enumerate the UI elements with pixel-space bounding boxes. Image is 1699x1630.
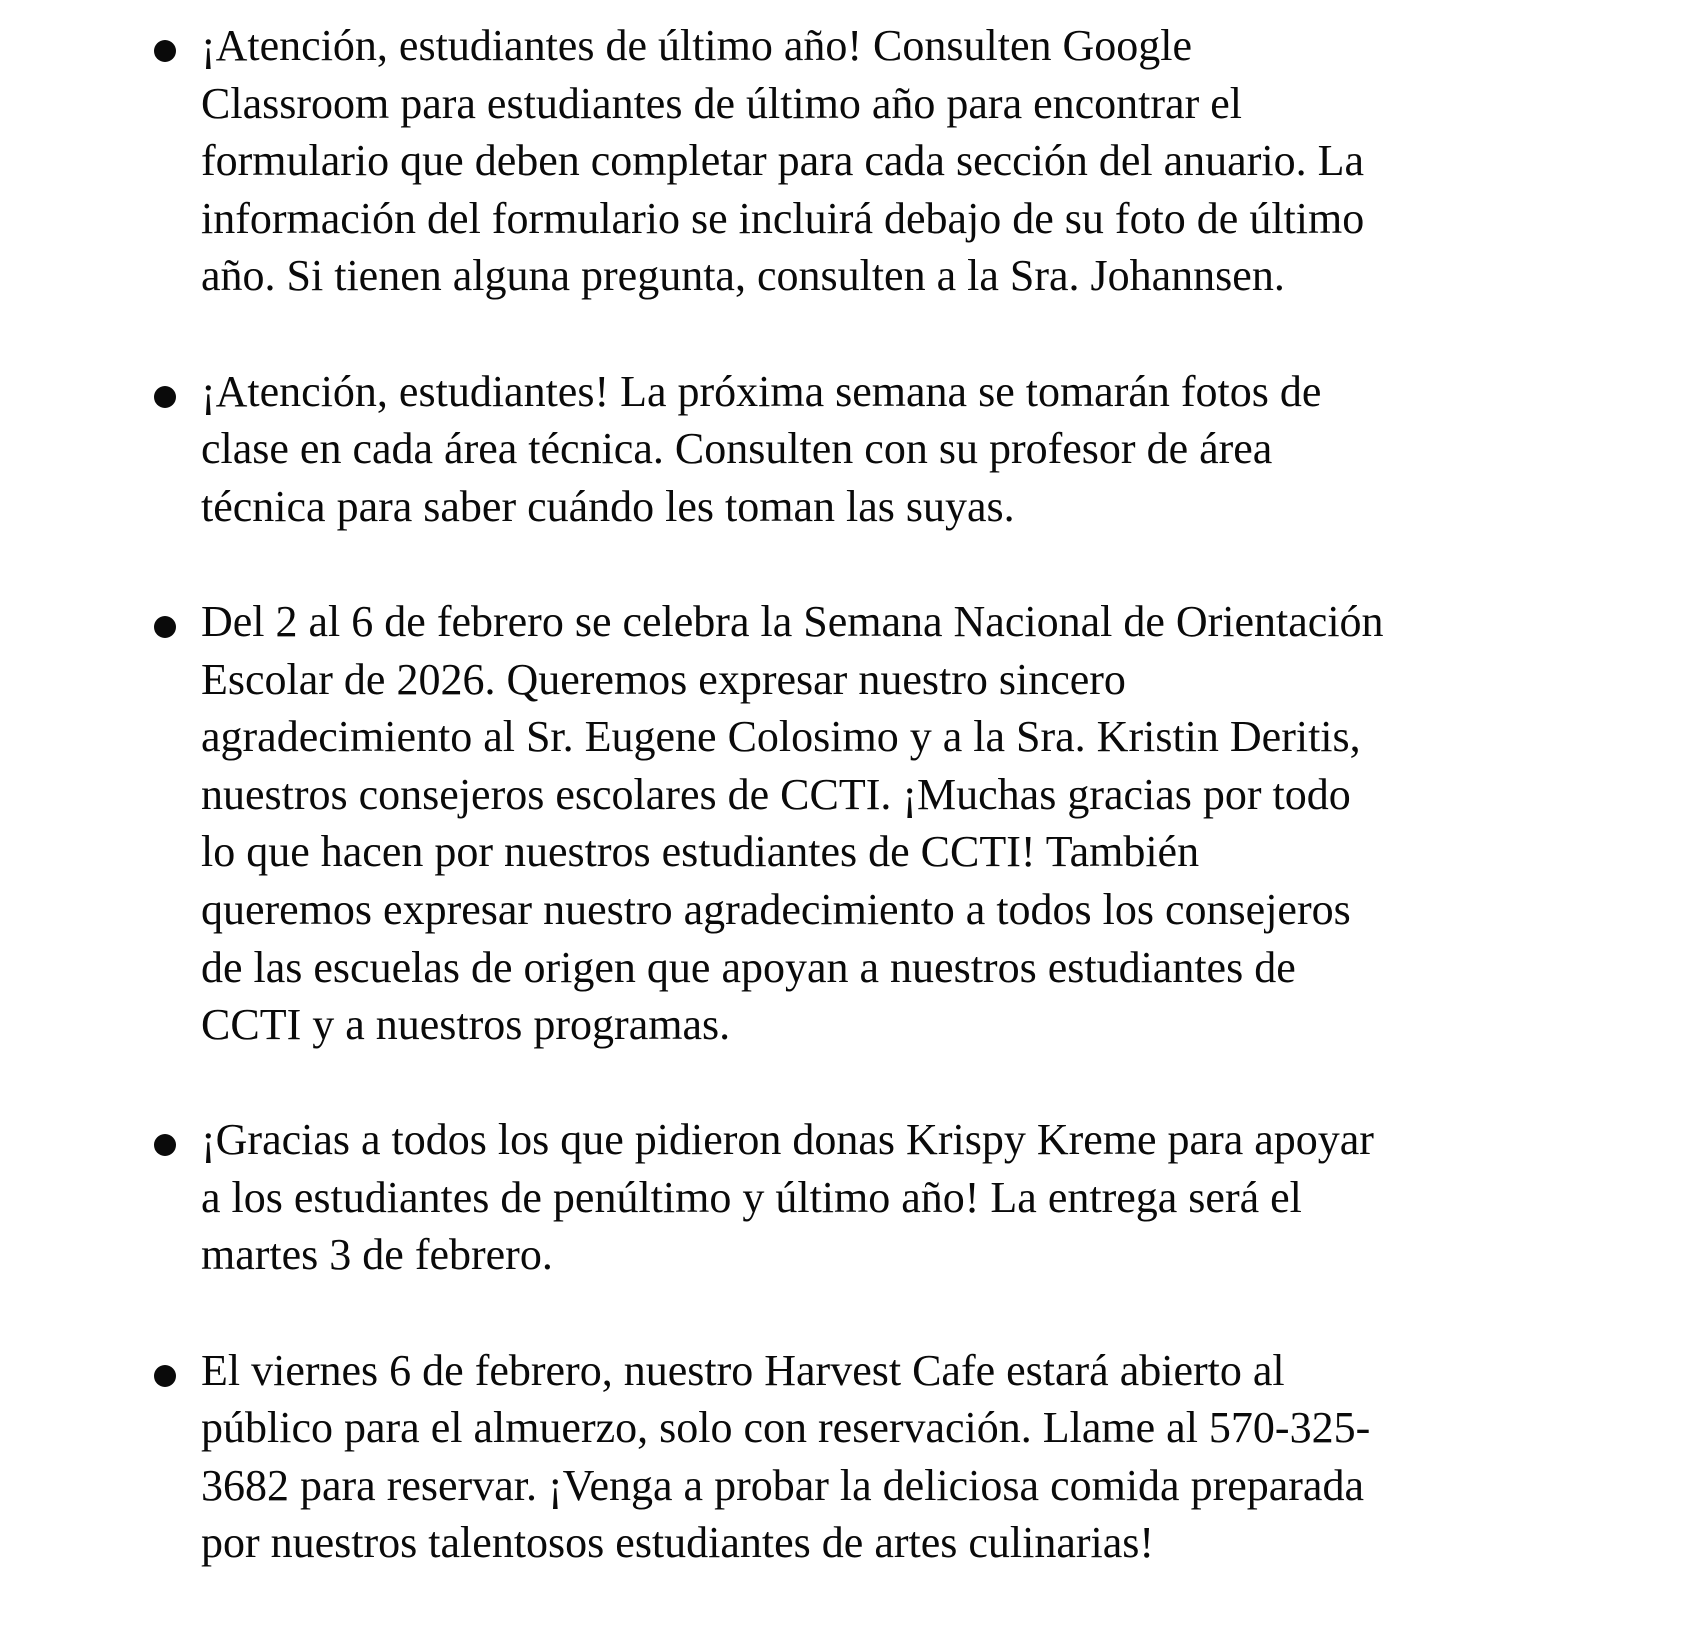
announcement-text [201,1342,1621,1572]
text-line: queremos expresar nuestro agradecimiento a todos los consejeros [201,884,1351,934]
announcement-text [201,593,1621,1054]
bullet-icon [154,386,176,408]
text-line: ¡Atención, estudiantes de último año! Consulten Google [201,21,1193,70]
text-line: por nuestros talentosos estudiantes de artes culinarias! [201,1518,1155,1568]
announcement-text [201,1111,1621,1284]
text-line: nuestros consejeros escolares de CCTI. ¡Muchas gracias por todo [201,769,1351,819]
announcement-list [0,17,1699,1630]
bullet-icon [154,1365,176,1387]
text-line: ¡Atención, estudiantes! La próxima semana se tomarán fotos de [201,366,1322,416]
text-line: a los estudiantes de penúltimo y último año! La entrega será el [201,1172,1302,1222]
bullet-icon [154,616,176,638]
announcement-class-photos [0,363,1699,536]
text-line: de las escuelas de origen que apoyan a nuestros estudiantes de [201,942,1296,992]
text-line: Classroom para estudiantes de último año para encontrar el [201,78,1242,128]
text-line: técnica para saber cuándo les toman las suyas. [201,481,1015,531]
text-line: Escolar de 2026. Queremos expresar nuestro sincero [201,654,1126,704]
text-line: año. Si tienen alguna pregunta, consulten a la Sra. Johannsen. [201,251,1285,301]
text-line: Del 2 al 6 de febrero se celebra la Semana Nacional de Orientación [201,596,1384,646]
bullet-icon [154,1134,176,1156]
announcement-senior-yearbook [0,17,1699,305]
text-line: El viernes 6 de febrero, nuestro Harvest Cafe estará abierto al [201,1345,1285,1395]
text-line: martes 3 de febrero. [201,1230,553,1280]
text-line: clase en cada área técnica. Consulten con su profesor de área [201,424,1273,474]
text-line: agradecimiento al Sr. Eugene Colosimo y a la Sra. Kristin Deritis, [201,712,1361,762]
text-line: CCTI y a nuestros programas. [201,1000,731,1050]
bullet-icon [154,40,176,62]
text-line: público para el almuerzo, solo con reservación. Llame al 570-325- [201,1403,1371,1453]
text-line: ¡Gracias a todos los que pidieron donas Krispy Kreme para apoyar [201,1115,1374,1165]
text-line: formulario que deben completar para cada sección del anuario. La [201,136,1364,186]
announcement-text [201,363,1621,536]
announcement-harvest-cafe [0,1342,1699,1572]
text-line: 3682 para reservar. ¡Venga a probar la deliciosa comida preparada [201,1460,1364,1510]
text-line: lo que hacen por nuestros estudiantes de CCTI! También [201,827,1200,877]
announcement-text [201,17,1621,305]
announcement-counseling-week [0,593,1699,1054]
text-line: información del formulario se incluirá debajo de su foto de último [201,193,1365,243]
announcement-krispy-kreme [0,1111,1699,1284]
